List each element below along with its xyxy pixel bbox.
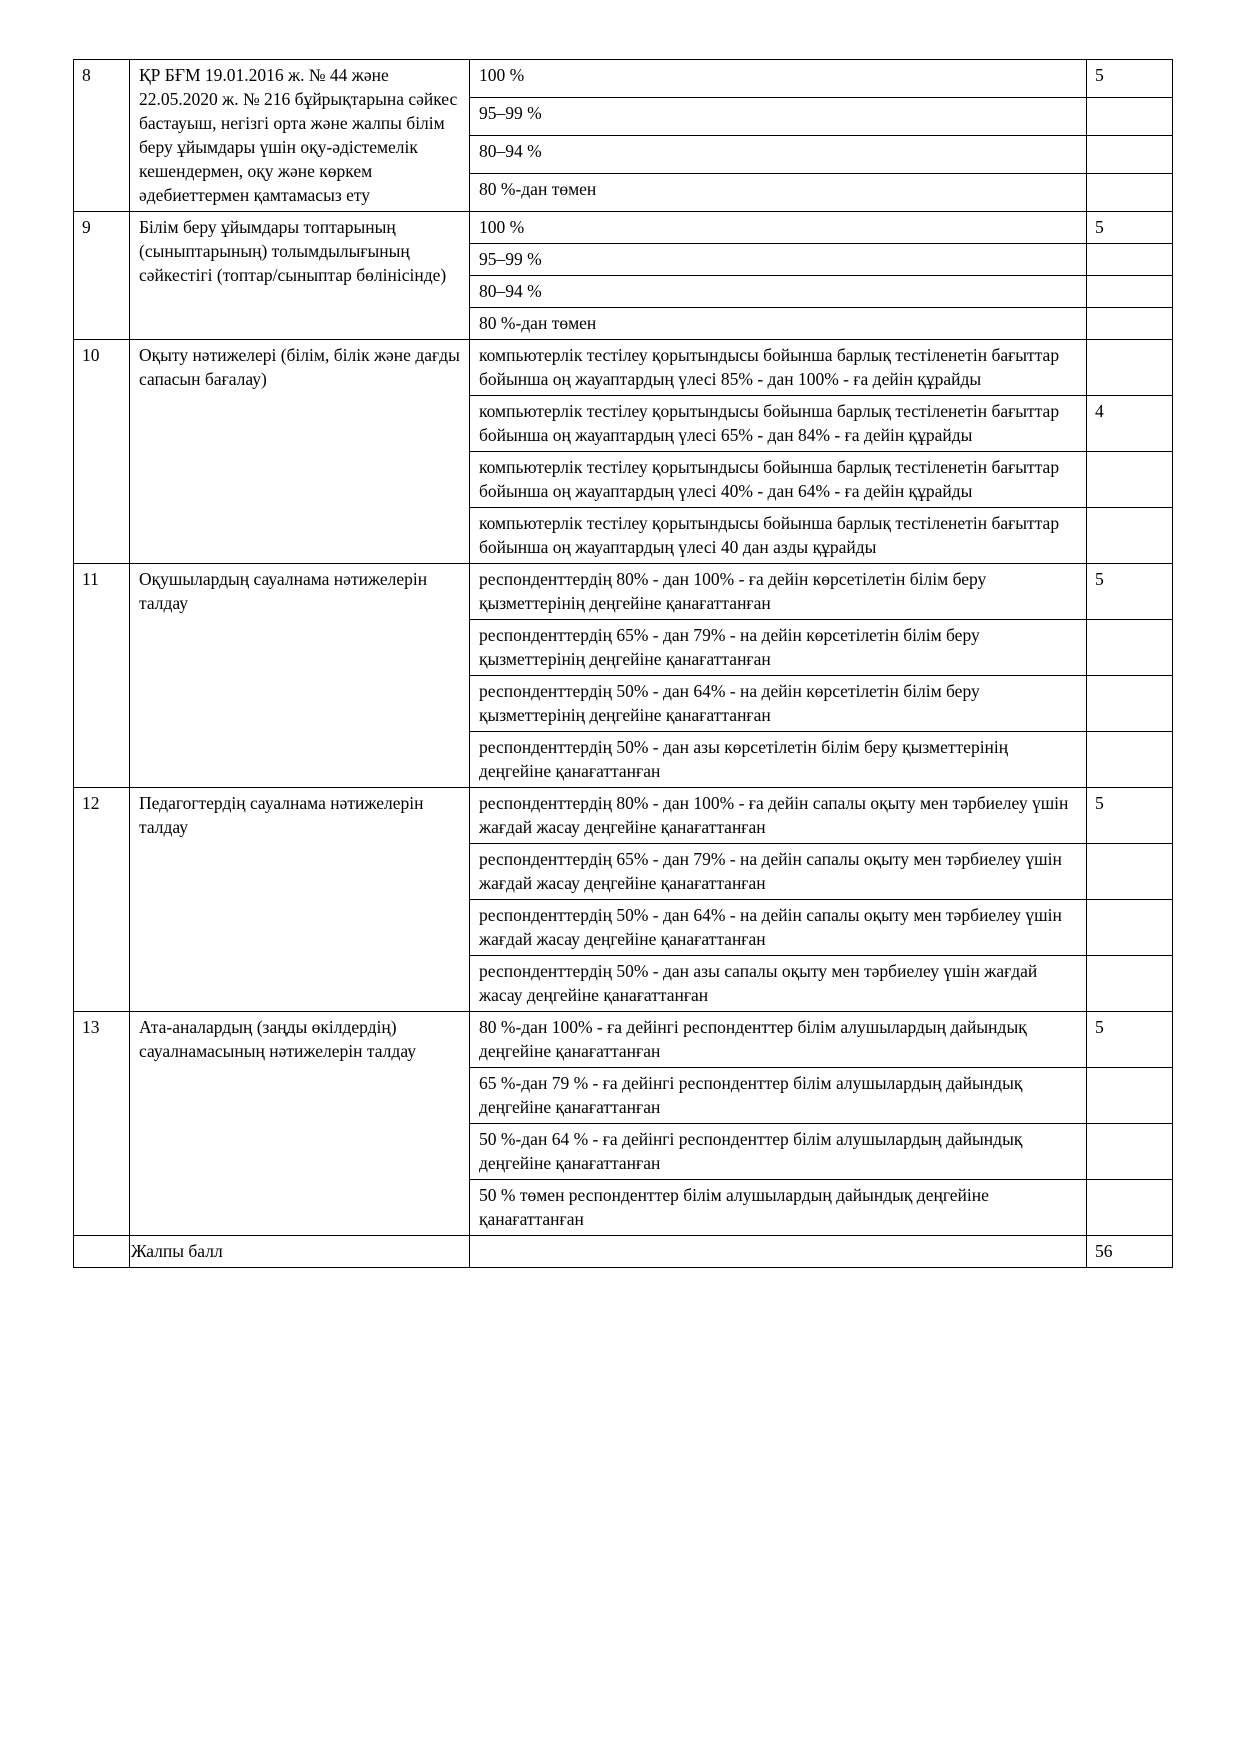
score-value [1087,244,1173,276]
criterion-text: 100 % [470,60,1087,98]
total-row [74,1236,1173,1268]
criterion-text: 95–99 % [470,244,1087,276]
table-row [74,1012,1173,1068]
score-value [1087,1068,1173,1124]
criterion-text: 95–99 % [470,98,1087,136]
indicator-name: Білім беру ұйымдары топтарының (сыныптарының) толымдылығының сәйкестігі (топтар/сыныптар бөлінісінде) [130,212,470,340]
table-row [74,60,1173,98]
total-criterion-empty [470,1236,1087,1268]
total-number-empty [74,1236,130,1268]
score-value [1087,844,1173,900]
table-row [74,340,1173,396]
row-number: 12 [74,788,130,1012]
score-value: 5 [1087,60,1173,98]
criterion-text: респонденттердің 50% - дан азы көрсетілетін білім беру қызметтерінің деңгейіне қанағаттанған [470,732,1087,788]
score-value [1087,956,1173,1012]
score-value [1087,732,1173,788]
criterion-text: 50 %-дан 64 % - ға дейінгі респонденттер білім алушылардың дайындық деңгейіне қанағаттанған [470,1124,1087,1180]
document-page [73,59,1172,1268]
criterion-text: респонденттердің 50% - дан 64% - на дейін көрсетілетін білім беру қызметтерінің деңгейіне қанағаттанған [470,676,1087,732]
criterion-text: респонденттердің 65% - дан 79% - на дейін көрсетілетін білім беру қызметтерінің деңгейіне қанағаттанған [470,620,1087,676]
criterion-text: 80 %-дан төмен [470,308,1087,340]
table-row [74,788,1173,844]
criterion-text: 80–94 % [470,276,1087,308]
criterion-text: респонденттердің 80% - дан 100% - ға дейін сапалы оқыту мен тәрбиелеу үшін жағдай жасау деңгейіне қанағаттанған [470,788,1087,844]
criterion-text: респонденттердің 80% - дан 100% - ға дейін көрсетілетін білім беру қызметтерінің деңгейіне қанағаттанған [470,564,1087,620]
criterion-text: 80 %-дан 100% - ға дейінгі респонденттер білім алушылардың дайындық деңгейіне қанағаттанған [470,1012,1087,1068]
score-value [1087,676,1173,732]
score-value [1087,276,1173,308]
row-number: 11 [74,564,130,788]
criterion-text: респонденттердің 50% - дан азы сапалы оқыту мен тәрбиелеу үшін жағдай жасау деңгейіне қанағаттанған [470,956,1087,1012]
score-value: 5 [1087,564,1173,620]
indicator-name: Педагогтердің сауалнама нәтижелерін талдау [130,788,470,1012]
score-value: 5 [1087,788,1173,844]
criterion-text: респонденттердің 50% - дан 64% - на дейін сапалы оқыту мен тәрбиелеу үшін жағдай жасау деңгейіне қанағаттанған [470,900,1087,956]
score-value [1087,1124,1173,1180]
table-row [74,212,1173,244]
criterion-text: 100 % [470,212,1087,244]
score-value [1087,308,1173,340]
criterion-text: 65 %-дан 79 % - ға дейінгі респонденттер білім алушылардың дайындық деңгейіне қанағаттанған [470,1068,1087,1124]
score-value [1087,620,1173,676]
indicator-name: ҚР БҒМ 19.01.2016 ж. № 44 және 22.05.2020 ж. № 216 бұйрықтарына сәйкес бастауыш, негізгі орта және жалпы білім беру ұйымдары үшін оқу-әдістемелік кешендермен, оқу және көркем әдебиеттермен қамтамасыз ету [130,60,470,212]
criterion-text: 50 % төмен респонденттер білім алушылардың дайындық деңгейіне қанағаттанған [470,1180,1087,1236]
score-value [1087,98,1173,136]
score-value [1087,900,1173,956]
indicator-name: Оқушылардың сауалнама нәтижелерін талдау [130,564,470,788]
score-value [1087,508,1173,564]
indicator-name: Ата-аналардың (заңды өкілдердің) сауалнамасының нәтижелерін талдау [130,1012,470,1236]
score-value [1087,1180,1173,1236]
table-row [74,564,1173,620]
score-value: 5 [1087,1012,1173,1068]
score-value: 4 [1087,396,1173,452]
score-value [1087,452,1173,508]
score-value: 5 [1087,212,1173,244]
row-number: 10 [74,340,130,564]
criterion-text: респонденттердің 65% - дан 79% - на дейін сапалы оқыту мен тәрбиелеу үшін жағдай жасау деңгейіне қанағаттанған [470,844,1087,900]
indicator-name: Оқыту нәтижелері (білім, білік және дағды сапасын бағалау) [130,340,470,564]
total-label: Жалпы балл [130,1236,470,1268]
criterion-text: компьютерлік тестілеу қорытындысы бойынша барлық тестіленетін бағыттар бойынша оң жауаптардың үлесі 40% - дан 64% - ға дейін құрайды [470,452,1087,508]
criterion-text: компьютерлік тестілеу қорытындысы бойынша барлық тестіленетін бағыттар бойынша оң жауаптардың үлесі 65% - дан 84% - ға дейін құрайды [470,396,1087,452]
criterion-text: 80–94 % [470,136,1087,174]
assessment-table [73,59,1173,1268]
row-number: 13 [74,1012,130,1236]
criterion-text: компьютерлік тестілеу қорытындысы бойынша барлық тестіленетін бағыттар бойынша оң жауаптардың үлесі 85% - дан 100% - ға дейін құрайды [470,340,1087,396]
row-number: 8 [74,60,130,212]
score-value [1087,136,1173,174]
assessment-table-body [74,60,1173,1268]
total-score: 56 [1087,1236,1173,1268]
score-value [1087,340,1173,396]
row-number: 9 [74,212,130,340]
criterion-text: 80 %-дан төмен [470,174,1087,212]
score-value [1087,174,1173,212]
criterion-text: компьютерлік тестілеу қорытындысы бойынша барлық тестіленетін бағыттар бойынша оң жауаптардың үлесі 40 дан азды құрайды [470,508,1087,564]
